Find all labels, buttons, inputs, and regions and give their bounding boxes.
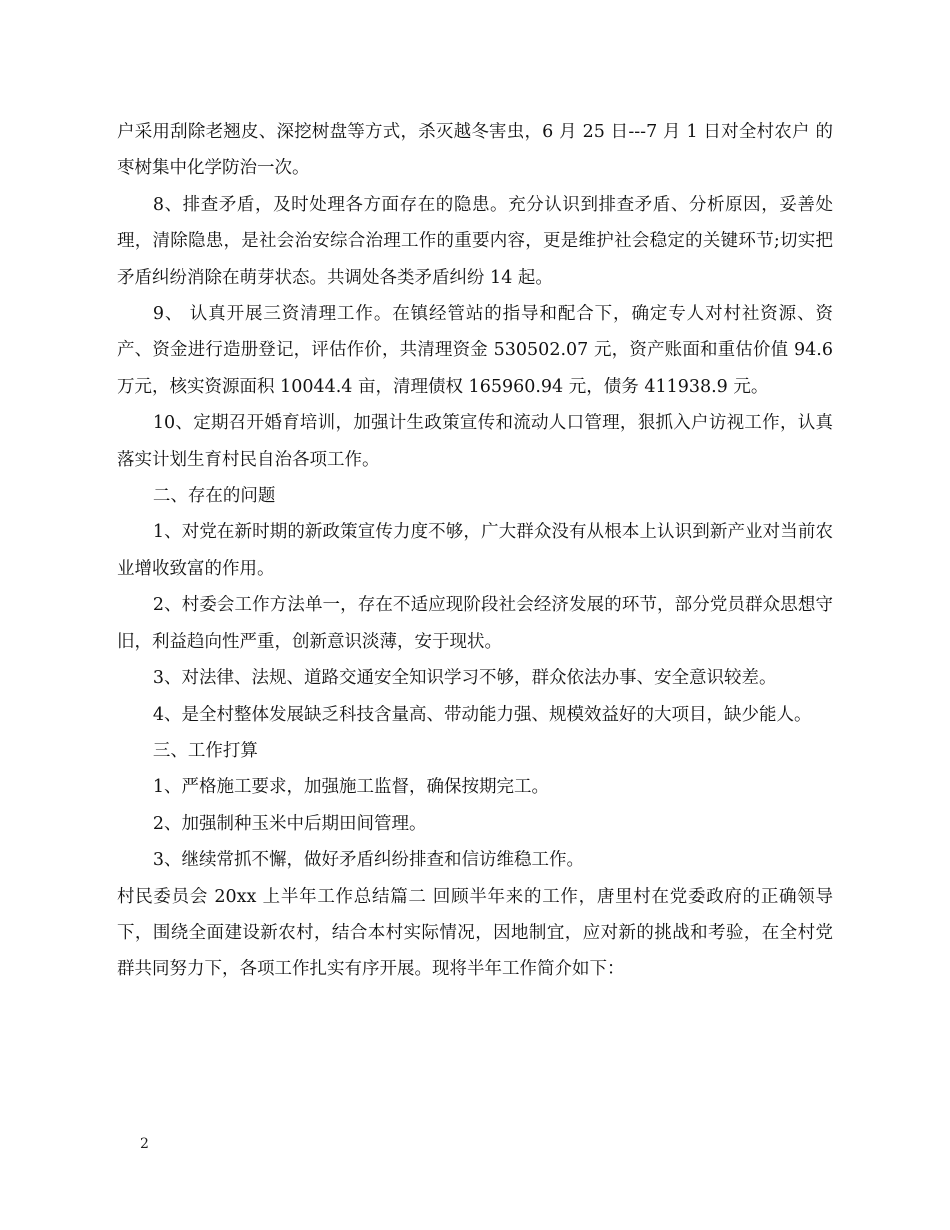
- section-heading-plans: 三、工作打算: [152, 740, 258, 761]
- paragraph-next-article: 村民委员会 20xx 上半年工作总结篇二 回顾半年来的工作，唐里村在党委政府的正确领导下，围绕全面建设新农村，结合本村实际情况，因地制宜，应对新的挑战和考验，在全村党群共同努力下，各项工作扎实有序开展。现将半年工作简介如下：: [117, 886, 833, 980]
- paragraph-item-9: 9、 认真开展三资清理工作。在镇经管站的指导和配合下，确定专人对村社资源、资产、资金进行造册登记，评估作价，共清理资金 530502.07 元，资产账面和重估价值 94.6 万元，核实资源面积 10044.4 亩，清理债权 165960.94 元，债务 411938.9 元。: [117, 304, 833, 397]
- plan-item-1: 1、严格施工要求，加强施工监督，确保按期完工。: [152, 777, 550, 798]
- paragraph-item-10: 10、定期召开婚育培训，加强计生政策宣传和流动人口管理，狠抓入户访视工作，认真落实计划生育村民自治各项工作。: [117, 413, 833, 470]
- problem-item-4: 4、是全村整体发展缺乏科技含量高、带动能力强、规模效益好的大项目，缺少能人。: [152, 704, 812, 725]
- document-page: [117, 114, 833, 988]
- problem-item-1: 1、对党在新时期的新政策宣传力度不够，广大群众没有从根本上认识到新产业对当前农业增收致富的作用。: [117, 522, 833, 579]
- paragraph-continuation: 户采用刮除老翘皮、深挖树盘等方式，杀灭越冬害虫，6 月 25 日---7 月 1 日对全村农户 的枣树集中化学防治一次。: [117, 122, 833, 179]
- section-heading-problems: 二、存在的问题: [152, 486, 276, 507]
- page-number: 2: [140, 1136, 149, 1152]
- plan-item-2: 2、加强制种玉米中后期田间管理。: [152, 813, 427, 834]
- plan-item-3: 3、继续常抓不懈，做好矛盾纠纷排查和信访维稳工作。: [152, 850, 585, 871]
- paragraph-item-8: 8、排查矛盾，及时处理各方面存在的隐患。充分认识到排查矛盾、分析原因，妥善处理，清除隐患，是社会治安综合治理工作的重要内容，更是维护社会稳定的关键环节;切实把矛盾纠纷消除在萌芽状态。共调处各类矛盾纠纷 14 起。: [117, 194, 833, 288]
- problem-item-2: 2、村委会工作方法单一，存在不适应现阶段社会经济发展的环节，部分党员群众思想守旧，利益趋向性严重，创新意识淡薄，安于现状。: [117, 595, 833, 652]
- problem-item-3: 3、对法律、法规、道路交通安全知识学习不够，群众依法办事、安全意识较差。: [152, 668, 777, 689]
